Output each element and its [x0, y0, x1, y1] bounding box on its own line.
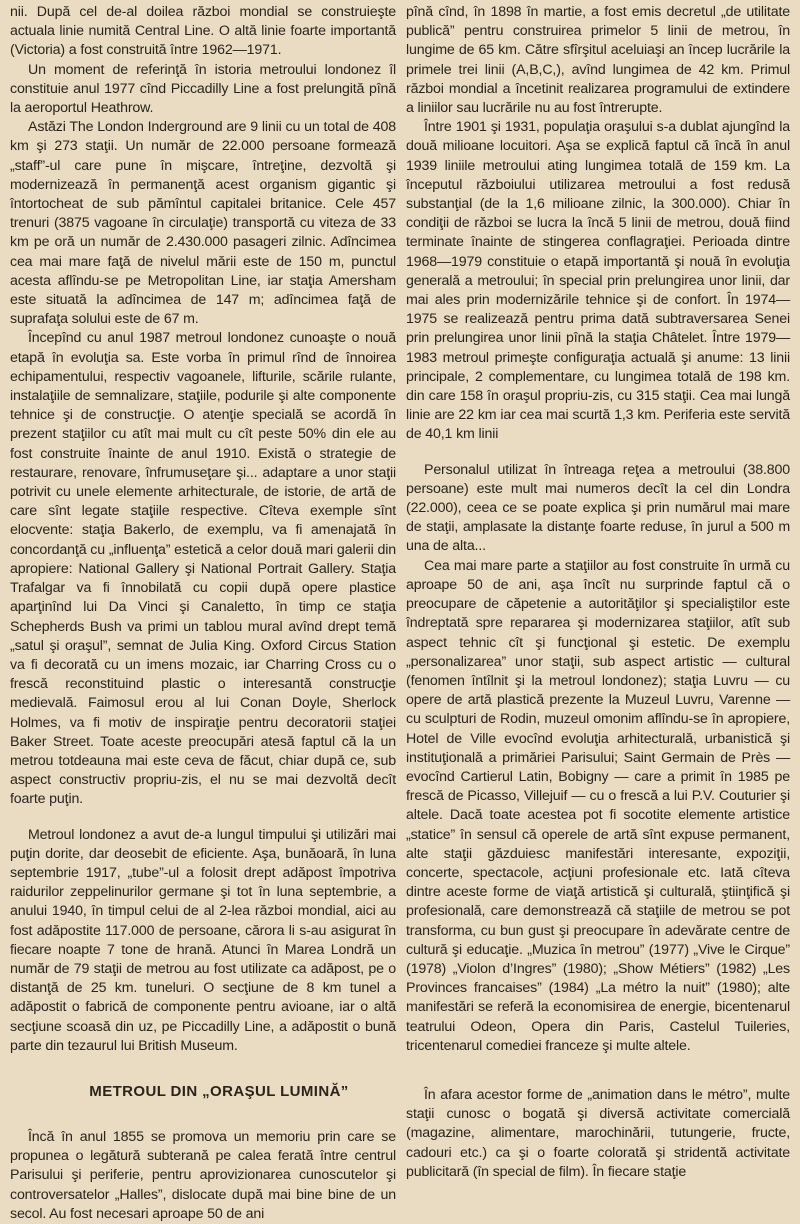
paragraph-central-line: nii. După cel de-al doilea război mondial se construieşte actuala linie numită Central Line. O altă linie foarte importantă (Victoria) a fost construită între 1962—1971. — [10, 4, 396, 59]
paragraph-paris-growth: Între 1901 şi 1931, populaţia oraşului s-a dublat ajungînd la două milioane locuitori. Aşa se explică faptul că încă în anul 1939 liniile metroului ating lungimea totală de 159 km. La începutul războiului utilizarea metroului a fost redusă substanţial (de la 1,6 milioane zilnic, la 300.000). Chiar în condiţii de război se lucra la încă 5 linii de metrou, două fiind terminate înainte de stingerea conflagraţiei. Perioada dintre 1968—1979 constituie o etapă importantă şi nouă în evoluţia generală a metroului; în special prin prelungirea unor linii, dar mai ales prin modernizările tehnice şi de confort. În 1974—1975 se realizează pentru prima dată subtraversarea Senei prin prelungirea unor linii pînă la staţia Châtelet. Între 1979—1983 metroul primeşte configuraţia actuală şi anume: 13 linii principale, 2 complementare, cu lungimea totală de 198 km. din care 158 în oraşul propriu-zis, cu 315 staţii. Cea mai lungă linie are 22 km iar cea mai scurtă 1,3 km. Periferia este servită de 40,1 km linii — [406, 119, 790, 443]
paragraph-london-underground-stats: Astăzi The London Inderground are 9 linii cu un total de 408 km şi 273 staţii. Un număr de 22.000 persoane formează „staff”-ul care pune în mişcare, întreţine, dezvoltă şi modernizează în permanenţă acest organism gigantic şi întortocheat de sub pămîntul capitalei britanice. Cele 457 trenuri (3875 vagoane în circulaţie) transportă cu viteza de 33 km pe oră un număr de 2.430.000 pasageri zilnic. Adîncimea cea mai mare faţă de nivelul mării este de 150 m, punctul acesta aflîndu-se pe Metropolitan Line, iar staţia Amersham este situată la adîncimea de 147 m; adîncimea faţă de suprafaţa solului este de 67 m. — [10, 119, 396, 328]
paragraph-renovation-1987: Începînd cu anul 1987 metroul londonez cunoaşte o nouă etapă în evoluţia sa. Este vorba în primul rînd de înnoirea echipamentului, respectiv vagoanele, lifturile, scările rulante, instalaţiile de semnalizare, staţiile, podurile şi alte componente tehnice şi de construcţie. O atenţie specială se acordă în prezent staţiilor cu atît mai mult cu cît peste 50% din ele au fost construite înainte de anul 1910. Există o strategie de restaurare, renovare, înfrumuseţare şi... adaptare a unor staţii potrivit cu unele elemente arhitecturale, de istorie, de artă de care sînt legate staţiile respective. Cîteva exemple sînt elocvente: staţia Bakerlo, de exemplu, va fi amenajată în concordanţă cu „influenţa” estetică a celor două mari galerii din apropiere: National Gallery şi National Portrait Gallery. Staţia Trafalgar va fi înnobilată cu copii după opere plastice aparţinînd lui Da Vinci şi Canaletto, în timp ce staţia Schepherds Bush va primi un tablou mural avînd drept temă „satul şi oraşul”, semnat de Julia King. Oxford Circus Station va fi decorată cu un imens mozaic, iar Charring Cross cu o frescă reconstituind plastic o interesantă construcţie medievală. Faimosul erou al lui Conan Doyle, Sherlock Holmes, va fi motiv de inspiraţie pentru decoratorii staţiei Baker Street. Toate aceste preocupări atesă faptul că la un metrou totdeauna mai este ceva de făcut, chiar după ce, sub aspect constructiv propriu-zis, el nu se mai dezvoltă decît foarte puţin. — [10, 330, 396, 808]
paragraph-paris-origins: Încă în anul 1855 se promova un memoriu prin care se propunea o legătură subterană pe calea ferată între centrul Parisului şi periferie, pentru aprovizionarea cunoscutelor şi controversatelor „Halles”, dislocate după mai bine bine de un secol. Au fost necesari aproape 50 de ani — [10, 1128, 396, 1222]
section-heading-paris-metro: METROUL DIN „ORAŞUL LUMINĂ” — [89, 1082, 349, 1100]
paragraph-heathrow: Un moment de referinţă în istoria metroului londonez îl constituie anul 1977 cînd Piccadilly Line a fost prelungită pînă la aeroportul Heathrow. — [10, 61, 396, 117]
paragraph-wartime-shelter: Metroul londonez a avut de-a lungul timpului şi utilizări mai puţin dorite, dar deosebit de eficiente. Aşa, bunăoară, în luna septembrie 1917, „tube”-ul a folosit drept adăpost împotriva raidurilor zeppelinurilor germane şi tot în luna septembrie, a anului 1940, în timpul celui de al 2-lea război mondial, aici au fost adăpostite 117.000 de persoane, cărora li s-au asigurat în fiecare noapte 7 tone de hrană. Atunci în Marea Londră un număr de 79 staţii de metrou au fost utilizate ca adăpost, pe o distanţă de 25 km. tuneluri. O secţiune de 8 km tunel a adăpostit o fabrică de componente pentru avioane, iar o altă secţiune scoasă din uz, pe Piccadilly Line, a adăpostit o bună parte din tezaurul lui British Museum. — [10, 826, 396, 1054]
paragraph-paris-staff: Personalul utilizat în întreaga reţea a metroului (38.800 persoane) este mult mai numeros decît la cel din Londra (22.000), ceea ce se poate explica şi prin numărul mai mare de staţii, amplasate la distanţe foarte reduse, în jurul a 500 m una de alta... — [406, 461, 790, 555]
paragraph-station-art: Cea mai mare parte a staţiilor au fost construite în urmă cu aproape 50 de ani, aşa încît nu surprinde faptul că o preocupare de căpetenie a autorităţilor şi specialiştilor este îndreptată spre repararea şi modernizarea staţiilor, atît sub aspect tehnic cît şi funcţional şi estetic. De exemplu „personalizarea” unor staţii, sub aspect artistic — cultural (fenomen întîlnit şi la metroul londonez); staţia Luvru — cu opere de artă plastică prezente la Muzeul Luvru, Varenne — cu sculpturi de Rodin, muzeul omonim aflîndu-se în apropiere, Hotel de Ville evocînd evoluţia arhitecturală, urbanistică şi instituţională a primăriei Parisului; Saint Germain de Près — evocînd Cartierul Latin, Bobigny — care a primit în 1985 pe frescă de Picasso, Villejuif — cu o frescă a lui P.V. Couturier şi altele. Dacă toate acestea pot fi socotite elemente artistice „statice” în sensul că operele de artă sînt expuse permanent, alte staţii găzduiesc manifestări interesante, expoziţii, concerte, spectacole, acţiuni profesionale etc. Iată cîteva dintre aceste forme de viaţă artistică şi culturală, ştiinţifică şi profesională, care demonstrează că staţiile de metrou se pot transforma, cu bun gust şi preocupare în adevărate centre de cultură şi educaţie. „Muzica în metrou” (1977) „Vive le Cirque” (1978) „Violon d’Ingres” (1980); „Show Métiers” (1982) „Les Provinces francaises” (1984) „La métro la nuit” (1980); alte manifestări se referă la economisirea de energie, bicentenarul teatrului Odeon, Opera din Paris, Castelul Tuileries, tricentenarul comediei franceze şi multe altele. — [406, 557, 790, 1054]
paragraph-decree-1898: pînă cînd, în 1898 în martie, a fost emis decretul „de utilitate publică” pentru construirea primelor 5 linii de metrou, în lungime de 65 km. Către sfîrşitul aceluiaşi an încep lucrările la primele trei linii (A,B,C,), avînd lungimea de 42 km. Primul război mondial a încetinit realizarea programului de extindere a liniilor sau lucrările nu au fost întrerupte. — [406, 4, 790, 117]
right-column — [406, 3, 790, 1182]
paragraph-commercial-activity: În afara acestor forme de „animation dans le métro”, multe staţii cunosc o bogată şi diversă activitate comercială (magazine, alimentare, marochinării, tutungerie, fructe, cadouri etc.) ca şi o foarte colorată şi stridentă activitate publicitară (în special de film). În fiecare staţie — [406, 1086, 790, 1180]
left-column — [10, 3, 396, 1224]
